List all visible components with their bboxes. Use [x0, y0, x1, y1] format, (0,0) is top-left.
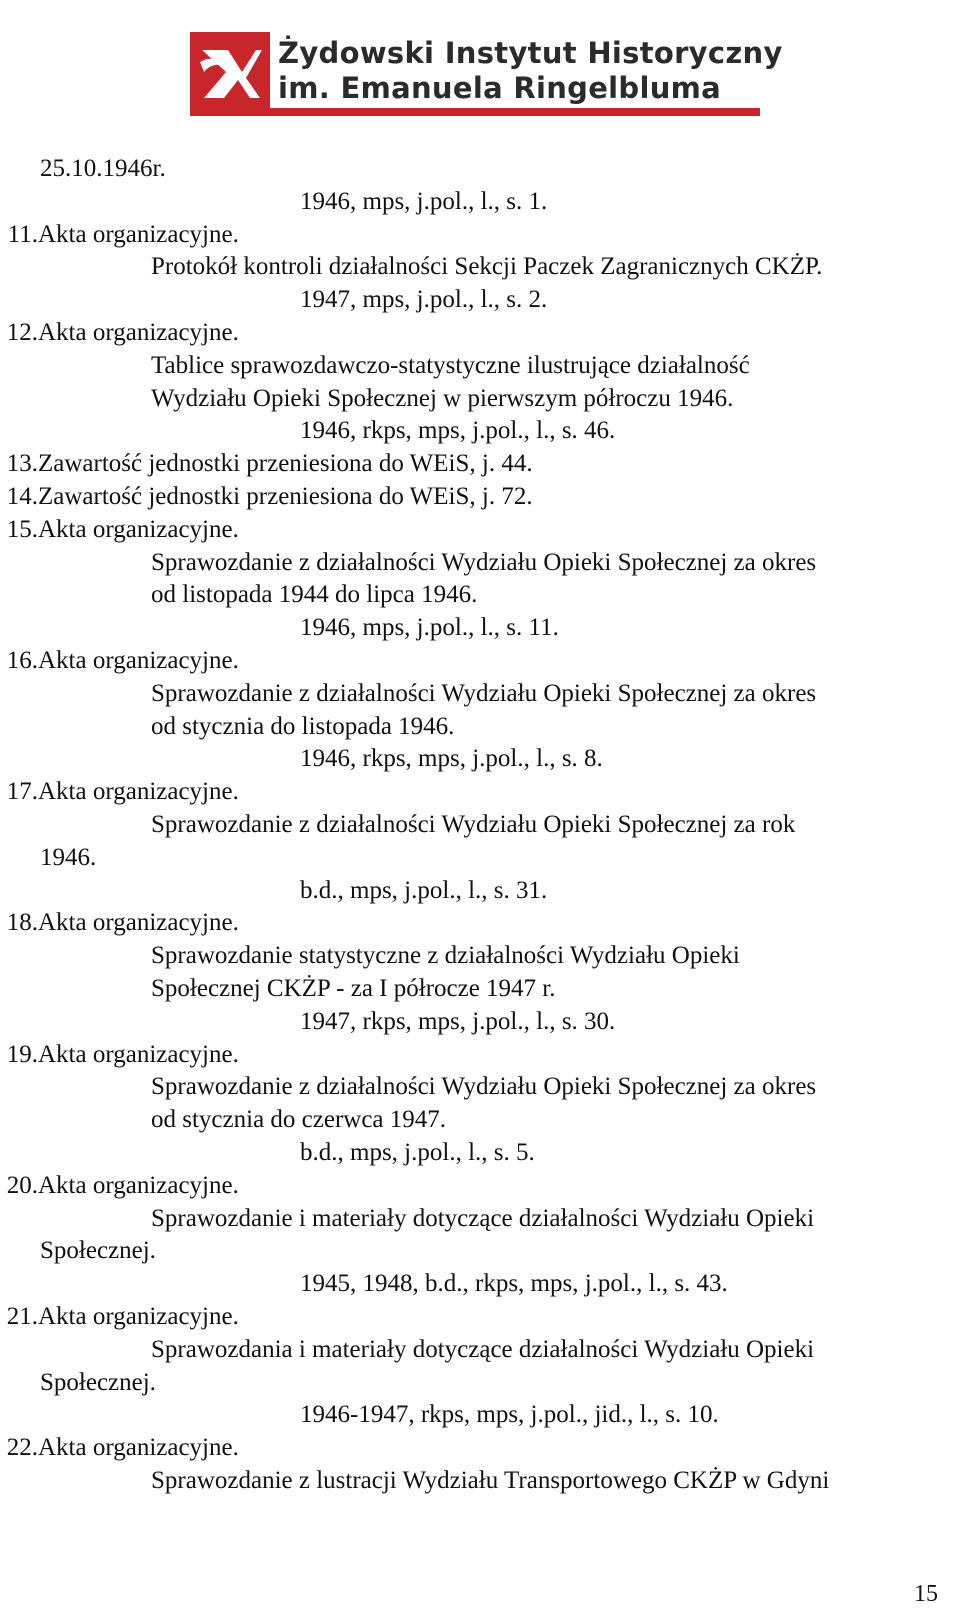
- institute-logo-icon: [190, 32, 270, 112]
- institute-name-line2: im. Emanuela Ringelbluma: [278, 71, 722, 105]
- item-heading: Akta organizacyjne.: [38, 319, 239, 346]
- item-heading: Zawartość jednostki przeniesiona do WEiS, j. 72.: [38, 483, 533, 510]
- item-text: od stycznia do czerwca 1947.: [151, 1106, 447, 1134]
- item-text: Sprawozdanie z lustracji Wydziału Transportowego CKŻP w Gdyni: [151, 1467, 830, 1494]
- item-text: b.d., mps, j.pol., l., s. 5.: [300, 1139, 535, 1166]
- item-number: 19.: [6, 1040, 38, 1068]
- item-text: 1947, rkps, mps, j.pol., l., s. 30.: [300, 1007, 616, 1035]
- item-number: 13.: [6, 450, 38, 478]
- item-text: Sprawozdanie i materiały dotyczące działalności Wydziału Opieki: [151, 1204, 815, 1232]
- item-heading: Akta organizacyjne.: [38, 1434, 239, 1462]
- institute-name: [278, 36, 783, 106]
- item-heading: Akta organizacyjne.: [38, 1303, 239, 1330]
- item-text: Sprawozdanie z działalności Wydziału Opieki Społecznej za rok: [151, 811, 796, 838]
- item-number: 15.: [6, 515, 38, 543]
- institute-name-line1: Żydowski Instytut Historyczny: [278, 36, 783, 70]
- item-text: Sprawozdanie z działalności Wydziału Opieki Społecznej za okres: [151, 679, 817, 707]
- item-text: 1945, 1948, b.d., rkps, mps, j.pol., l., s. 43.: [300, 1270, 728, 1298]
- item-number: 22.: [6, 1434, 38, 1462]
- item-text: 1946, mps, j.pol., l., s. 11.: [300, 614, 559, 642]
- item-text: Społecznej.: [40, 1368, 156, 1396]
- item-text: Społecznej CKŻP - za I półrocze 1947 r.: [151, 975, 556, 1002]
- item-text: b.d., mps, j.pol., l., s. 31.: [300, 876, 548, 904]
- item-heading: Akta organizacyjne.: [38, 1171, 239, 1199]
- item-text: Sprawozdanie statystyczne z działalności Wydziału Opieki: [151, 942, 740, 970]
- item-text: 1946, rkps, mps, j.pol., l., s. 46.: [300, 417, 616, 445]
- item-text: Protokół kontroli działalności Sekcji Paczek Zagranicznych CKŻP.: [151, 253, 823, 281]
- item-number: 20.: [6, 1171, 38, 1199]
- item-heading: Akta organizacyjne.: [38, 909, 239, 937]
- item-text: 1946, mps, j.pol., l., s. 1.: [300, 187, 548, 215]
- item-number: 18.: [6, 909, 38, 937]
- header-red-bar: [190, 108, 760, 116]
- item-heading: Akta organizacyjne.: [38, 778, 239, 806]
- item-text: Społecznej.: [40, 1237, 156, 1265]
- item-number: 11.: [7, 220, 38, 248]
- item-text: Sprawozdania i materiały dotyczące działalności Wydziału Opieki: [151, 1335, 815, 1363]
- item-number: 16.: [6, 647, 38, 674]
- item-text: 1946.: [40, 843, 97, 871]
- institute-header: [190, 32, 783, 118]
- item-text: od stycznia do listopada 1946.: [151, 712, 455, 740]
- item-heading: Zawartość jednostki przeniesiona do WEiS, j. 44.: [38, 450, 533, 478]
- item-text: Wydziału Opieki Społecznej w pierwszym półroczu 1946.: [151, 384, 734, 412]
- item-text: Sprawozdanie z działalności Wydziału Opieki Społecznej za okres: [151, 548, 817, 576]
- item-heading: Akta organizacyjne.: [38, 220, 239, 248]
- item-text: 25.10.1946r.: [40, 155, 166, 182]
- item-text: Tablice sprawozdawczo-statystyczne ilustrujące działalność: [151, 351, 750, 379]
- item-text: od listopada 1944 do lipca 1946.: [151, 581, 478, 609]
- item-text: 1947, mps, j.pol., l., s. 2.: [300, 286, 548, 314]
- item-number: 14.: [6, 483, 38, 510]
- item-heading: Akta organizacyjne.: [38, 515, 239, 543]
- item-number: 12.: [6, 319, 38, 346]
- page-number: 15: [914, 1581, 938, 1607]
- item-number: 21.: [6, 1303, 38, 1330]
- item-heading: Akta organizacyjne.: [38, 1040, 239, 1068]
- item-text: 1946, rkps, mps, j.pol., l., s. 8.: [300, 745, 603, 773]
- item-number: 17.: [6, 778, 38, 806]
- item-text: Sprawozdanie z działalności Wydziału Opieki Społecznej za okres: [151, 1073, 817, 1101]
- item-text: 1946-1947, rkps, mps, j.pol., jid., l., s. 10.: [300, 1401, 719, 1429]
- item-heading: Akta organizacyjne.: [38, 647, 239, 674]
